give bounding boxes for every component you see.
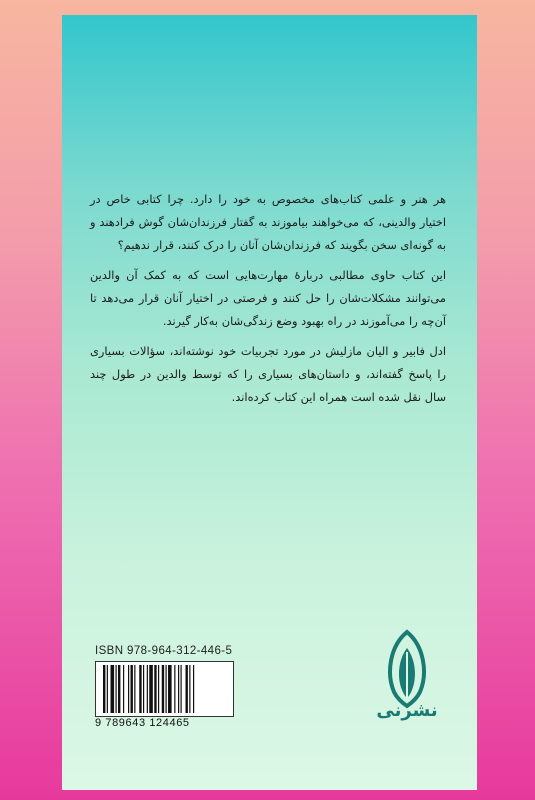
blurb-text (90, 188, 446, 416)
barcode (95, 661, 234, 717)
barcode-bars-icon (103, 665, 225, 713)
publisher-name: نشرنی (376, 700, 438, 721)
blurb-paragraph-2: این کتاب حاوی مطالبی دربارهٔ مهارت‌هایی است که به کمک آن والدین می‌توانند مشکلات‌شان را حل کنند و فرصتی در اختیار آنان قرار می‌دهد تا آن‌چه را می‌آموزند در راه بهبود وضع زندگی‌شان به‌کار گیرند. (90, 268, 446, 328)
barcode-number: 9 789643 124465 (95, 717, 190, 729)
isbn-label: ISBN 978-964-312-446-5 (95, 645, 233, 657)
blurb-paragraph-3: ادل فابیر و الیان مازلیش در مورد تجربیات خود نوشته‌اند، سؤالات بسیاری را پاسخ گفته‌اند، و داستان‌های بسیاری را که توسط والدین در طول چند سال نقل شده است همراه این کتاب کرده‌اند. (90, 344, 446, 404)
blurb-paragraph-1: هر هنر و علمی کتاب‌های مخصوص به خود را دارد. چرا کتابی خاص در اختیار والدینی، که می‌خواهند بیاموزند به گفتار فرزندان‌شان گوش فرادهند و به گونه‌ای سخن بگویند که فرزندان‌شان آنان را درک کنند، قرار ندهیم؟ (90, 192, 446, 252)
